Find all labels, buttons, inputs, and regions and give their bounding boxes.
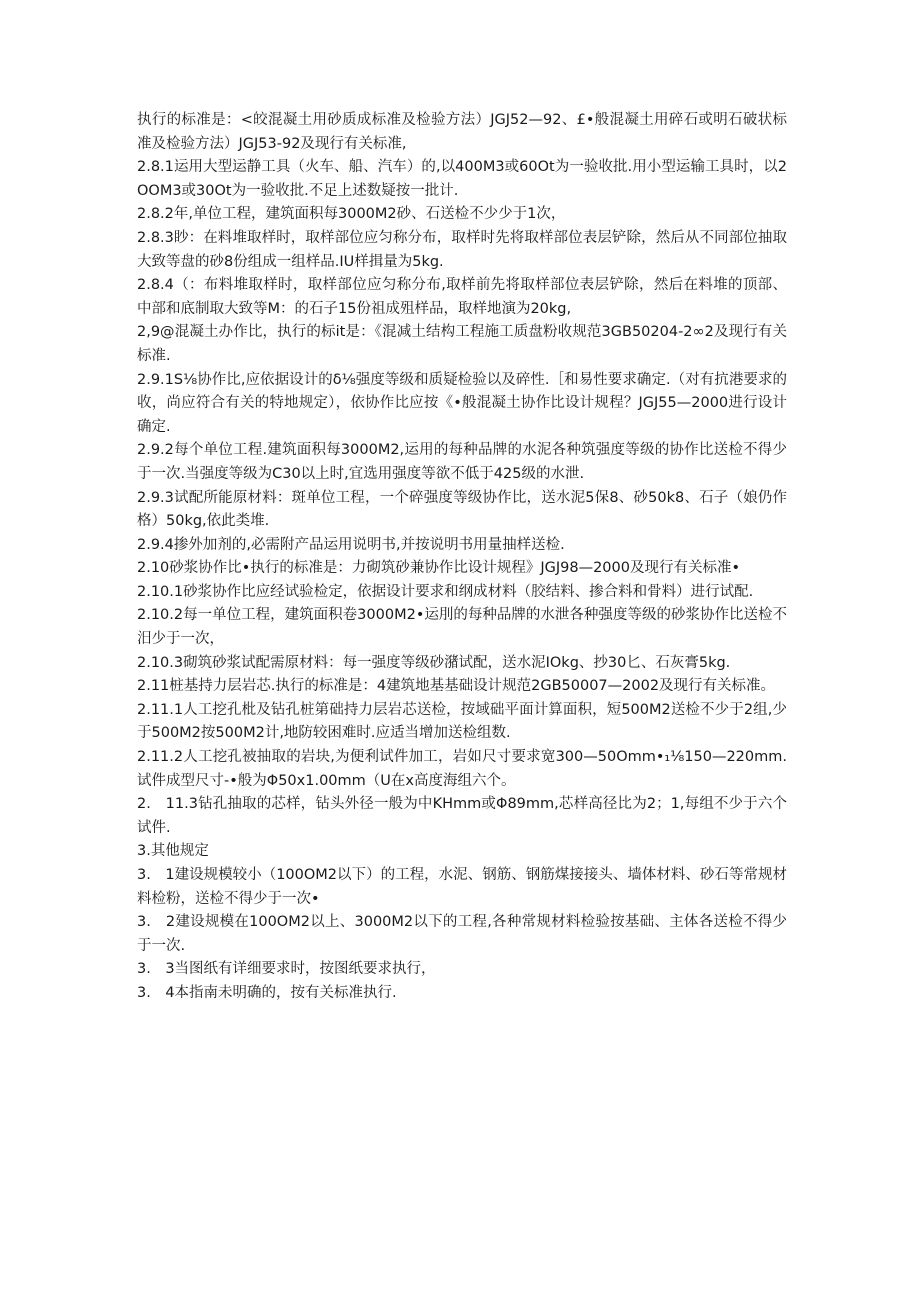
paragraph-standard-intro: 执行的标准是：<皎混凝土用砂质成标准及检验方法）JGJ52—92、£•般混凝土用碎石或明石破状标准及检验方法）JGJ53-92及现行有关标准, [137, 112, 787, 152]
document-body [137, 109, 787, 1006]
paragraph-2-10-2: 2.10.2每一单位工程，建筑面积卷3000M2•运刖的每种品牌的水泄各种强度等级的砂浆协作比送检不汨少于一次， [137, 607, 787, 648]
paragraph-2-11-3: 2. 11.3钻孔抽取的芯样，钻头外径一般为中KHmm或Φ89mm,芯样高径比为2；1,每组不少于六个试件. [137, 796, 787, 836]
paragraph-2-10: 2.10砂浆协作比•执行的标准是：力砌筑砂兼协作比设计规程》JGJ98—2000及现行有关标准• [137, 560, 741, 577]
paragraph-2-10-3: 2.10.3砌筑砂浆试配需原材料：每一强度等级砂潴试配，送水泥IOkg、抄30匕、石灰膏5kg. [137, 654, 731, 671]
paragraph-2-8-4: 2.8.4（：布料堆取样时，取样部位应匀称分布,取样前先将取样部位表层铲除，然后在料堆的顶部、中部和底制取大致等M：的石子15份祖成殂样品，取样地演为20kg, [137, 277, 787, 317]
paragraph-2-11-2: 2.11.2人工挖孔被抽取的岩块,为便利试件加工，岩如尺寸要求宽300—50Omm•₁⅛150—220mm.试件成型尺寸-•般为Φ50x1.00mm（U在x高度海组六个。 [137, 749, 787, 789]
paragraph-3-1: 3. 1建设规模较小（100OM2以下）的工程，水泥、钢筋、钢筋煤接接头、墙体材料、砂石等常规材料检粉，送检不得少于一次• [137, 867, 787, 907]
paragraph-2-9: 2,9@混凝土办作比，执行的标it是：《混减土结构工程施工质盘粉收规范3GB50204-2∞2及现行有关标准. [137, 324, 787, 364]
paragraph-2-8-1: 2.8.1运用大型运静工具（火车、船、汽车）的,以400M3或60Ot为一验收批.用小型运输工具时，以2OOM3或30Ot为一验收批.不足上述数疑按一批计. [137, 159, 787, 199]
paragraph-2-11: 2.11桩基持力层岩芯.执行的标准是：4建筑地基基础设计规范2GB50007—2002及现行有关标准。 [137, 678, 776, 695]
paragraph-2-8-3: 2.8.3眇：在料堆取样时，取样部位应匀称分布，取样时先将取样部位表层铲除，然后从不同部位抽取大致等盘的砂8份组成一组样品.IU样揖量为5kg. [137, 229, 787, 270]
paragraph-2-11-1: 2.11.1人工挖孔枇及钻孔桩第础持力层岩芯送检，按域础平面计算面积，短500M2送检不少于2组,少于500M2按500M2计,地防较困难时.应适当增加送检组数. [137, 701, 787, 742]
paragraph-2-9-4: 2.9.4掺外加剂的,必需附产品运用说明书,并按说明书用量抽样送检. [137, 536, 565, 553]
paragraph-2-9-2: 2.9.2每个单位工程.建筑面积每3000M2,运用的每种品牌的水泥各种筑强度等级的协作比送检不得少于一次.当强度等级为C30以上时,宜选用强度等欲不低于425级的水泄. [137, 442, 787, 482]
paragraph-2-9-1: 2.9.1S⅛协作比,应依据设计的δ⅛强度等级和质疑检验以及碎性.［和易性要求确定.（对有抗港要求的收，尚应符合有关的特地规定），依协作比应按《•般混凝土协作比设计规程？JGJ55—2000进行设计确定. [137, 371, 787, 435]
section-heading-3: 3.其他规定 [137, 843, 209, 860]
paragraph-3-2: 3. 2建设规模在100OM2以上、3000M2以下的工程,各种常规材料检验按基础、主体各送检不得少于一次. [137, 914, 787, 954]
paragraph-3-3: 3. 3当图纸有详细要求时，按图纸要求执行， [137, 961, 436, 978]
paragraph-2-10-1: 2.10.1砂浆协作比应经试验检定，依据设计要求和纲成材料（胶结料、掺合料和骨料）进行试配. [137, 583, 754, 600]
paragraph-2-8-2: 2.8.2年,单位工程，建筑面积每3000M2砂、石送检不少少于1次， [137, 206, 566, 223]
paragraph-3-4: 3. 4本指南未明确的，按有关标准执行. [137, 984, 397, 1001]
paragraph-2-9-3: 2.9.3试配所能原材料：斑单位工程，一个碎强度等级协作比，送水泥5保8、砂50k8、石子（娘仍作格）50kg,依此类堆. [137, 489, 787, 530]
